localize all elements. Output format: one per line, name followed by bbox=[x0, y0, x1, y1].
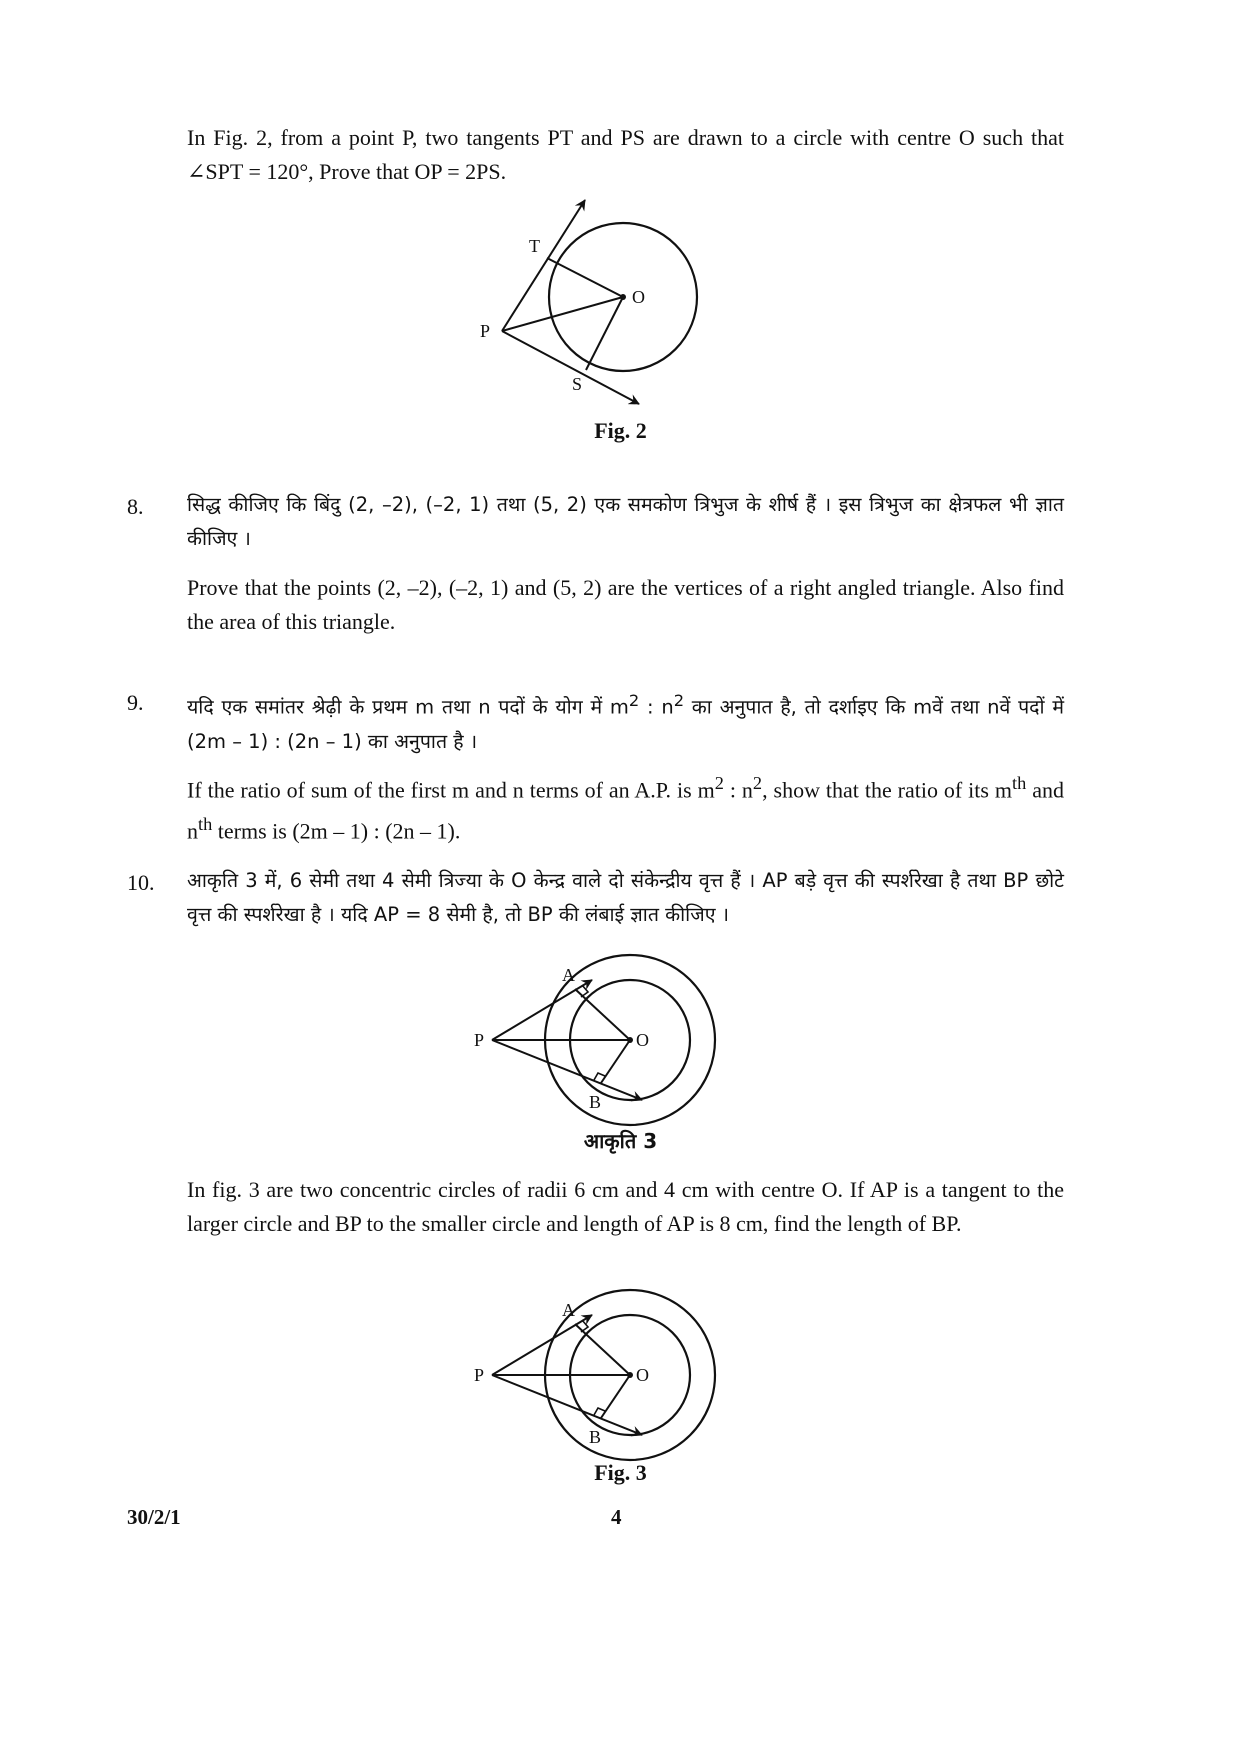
q9-text-hindi: यदि एक समांतर श्रेढ़ी के प्रथम m तथा n पदों के योग में $m^2$ : $n^2$ का अनुपात है, तो दर्शाइए कि mवें तथा nवें पदों में (2m – 1) : (2n – 1) का अनुपात है । bbox=[187, 691, 1065, 753]
q8-number: 8. bbox=[127, 494, 144, 519]
fig-2-caption: Fig. 2 bbox=[594, 418, 647, 443]
label-o: O bbox=[632, 287, 645, 307]
radius-ob bbox=[601, 1375, 630, 1418]
fig-2-diagram bbox=[480, 195, 720, 425]
label-p: P bbox=[474, 1030, 485, 1050]
label-p: P bbox=[480, 321, 491, 341]
tangent-pb bbox=[492, 1040, 642, 1100]
radius-oa bbox=[575, 989, 630, 1040]
q8-text-hindi: सिद्ध कीजिए कि बिंदु (2, –2), (–2, 1) तथा (5, 2) एक समकोण त्रिभुज के शीर्ष हैं । इस त्रिभुज का क्षेत्रफल भी ज्ञात कीजिए । bbox=[187, 493, 1064, 550]
page-number: 4 bbox=[611, 1505, 622, 1529]
radius-oa bbox=[575, 1324, 630, 1375]
q9-number: 9. bbox=[127, 690, 144, 715]
q10-text-hindi: आकृति 3 में, 6 सेमी तथा 4 सेमी त्रिज्या के O केन्द्र वाले दो संकेन्द्रीय वृत्त हैं । AP बड़े वृत्त की स्पर्शरेखा है तथा BP छोटे वृत्त की स्पर्शरेखा है । यदि AP = 8 सेमी है, तो BP की लंबाई ज्ञात कीजिए । bbox=[187, 869, 1064, 926]
centre-point bbox=[627, 1372, 633, 1378]
label-o: O bbox=[636, 1030, 649, 1050]
centre-point bbox=[620, 294, 626, 300]
fig-3-diagram bbox=[470, 1280, 720, 1455]
tangent-ps bbox=[502, 331, 639, 404]
fig-3-hindi-diagram bbox=[470, 945, 720, 1120]
q10-text-english: In fig. 3 are two concentric circles of radii 6 cm and 4 cm with centre O. If AP is a tangent to the larger circle and BP to the smaller circle and length of AP is 8 cm, find the length of BP. bbox=[187, 1177, 1064, 1236]
radius-ob bbox=[601, 1040, 630, 1083]
q8-text-english: Prove that the points (2, –2), (–2, 1) and (5, 2) are the vertices of a right angled triangle. Also find the area of this triangle. bbox=[187, 575, 1064, 634]
q9-text-english: If the ratio of sum of the first m and n terms of an A.P. is $m^2$ : $n^2$, show that the ratio of its $m^{th}$ and $n^{th}$ terms is (2m – 1) : (2n – 1). bbox=[187, 773, 1065, 844]
label-t: T bbox=[529, 236, 540, 256]
q7-text: In Fig. 2, from a point P, two tangents PT and PS are drawn to a circle with centre O such that ∠SPT = 120°, Prove that OP = 2PS. bbox=[187, 125, 1064, 184]
label-p: P bbox=[474, 1365, 485, 1385]
radius-os bbox=[586, 297, 623, 370]
label-b: B bbox=[589, 1427, 602, 1447]
radius-ot bbox=[547, 258, 623, 297]
paper-code: 30/2/1 bbox=[127, 1505, 181, 1529]
label-a: A bbox=[562, 1300, 575, 1320]
tangent-pb bbox=[492, 1375, 642, 1435]
label-a: A bbox=[562, 965, 575, 985]
label-s: S bbox=[572, 374, 583, 394]
fig-3-hindi-caption: आकृति 3 bbox=[583, 1129, 658, 1153]
centre-point bbox=[627, 1037, 633, 1043]
label-o: O bbox=[636, 1365, 649, 1385]
label-b: B bbox=[589, 1092, 602, 1112]
q10-number: 10. bbox=[127, 870, 155, 895]
fig-3-caption: Fig. 3 bbox=[594, 1460, 647, 1485]
